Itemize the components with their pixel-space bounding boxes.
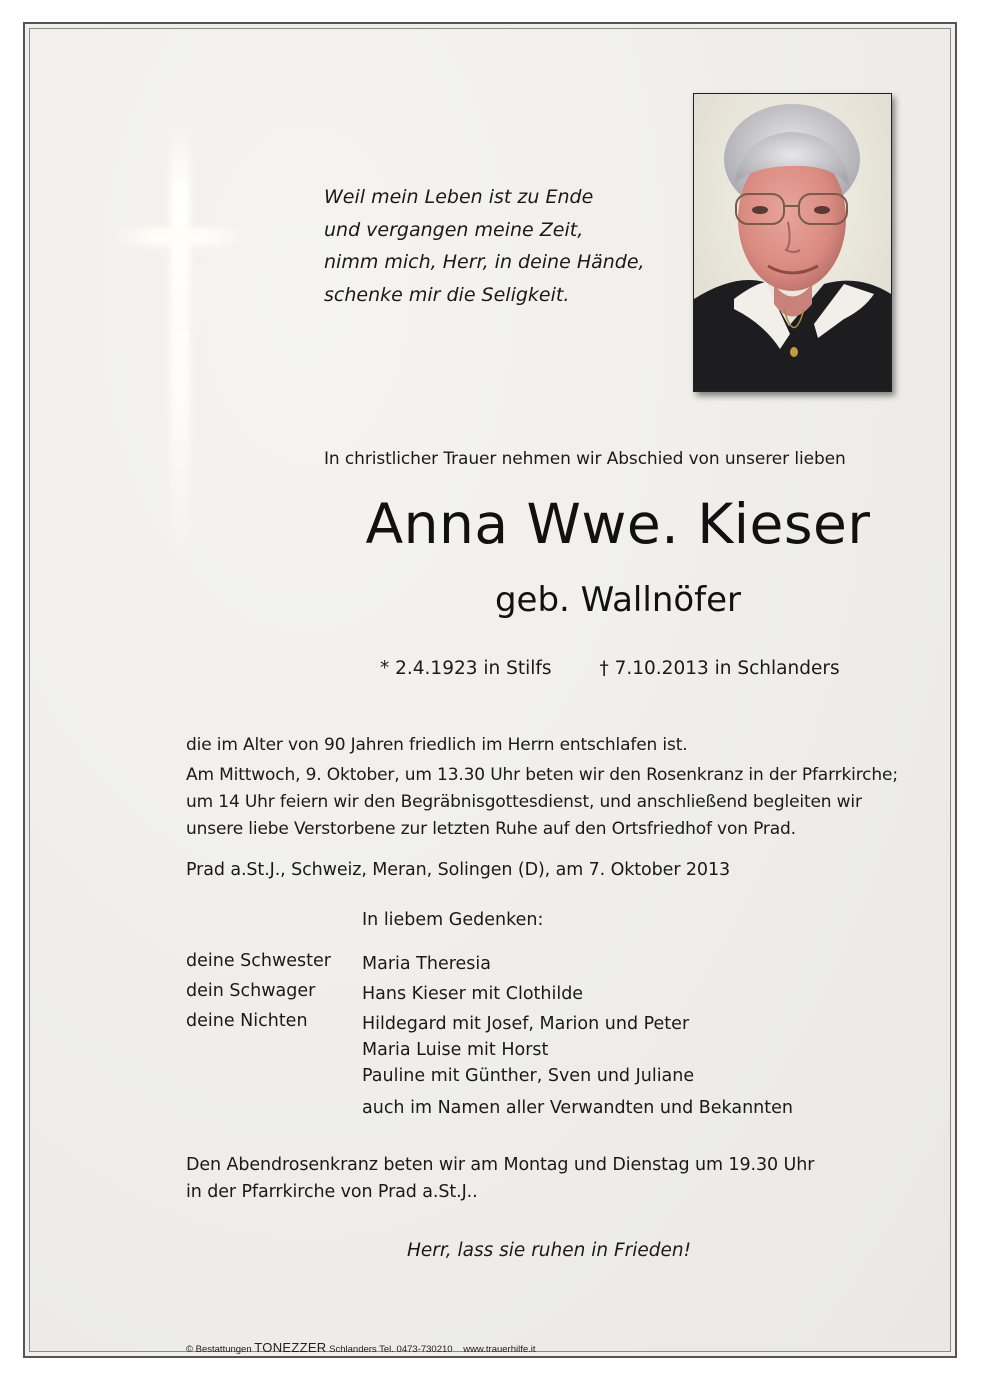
verse: [324, 181, 664, 311]
mourner-names: [362, 951, 491, 977]
mourner-relation: dein Schwager: [186, 981, 316, 1001]
evening-line: in der Pfarrkirche von Prad a.St.J..: [186, 1182, 478, 1202]
verse-line: schenke mir die Seligkeit.: [324, 283, 570, 306]
footer: [186, 1340, 536, 1355]
mourner-name: Hildegard mit Josef, Marion und Peter: [362, 1014, 690, 1034]
footer-website: www.trauerhilfe.it: [463, 1344, 536, 1355]
mourner-relation: deine Schwester: [186, 951, 331, 971]
portrait-image: [694, 94, 891, 391]
footer-location-phone: Schlanders Tel. 0473-730210: [329, 1344, 453, 1355]
mourner-names: [362, 981, 583, 1007]
memory-heading: In liebem Gedenken:: [362, 910, 544, 930]
death-date: † 7.10.2013 in Schlanders: [599, 658, 840, 679]
verse-line: nimm mich, Herr, in deine Hände,: [324, 251, 645, 273]
mourner-row: [186, 951, 886, 977]
verse-line: Weil mein Leben ist zu Ende: [324, 186, 594, 208]
verse-line: und vergangen meine Zeit,: [324, 218, 584, 241]
footer-brand: TONEZZER: [254, 1340, 327, 1355]
mourner-name: Pauline mit Günther, Sven und Juliane: [362, 1066, 695, 1086]
mourner-row: [186, 981, 886, 1007]
evening-rosary: [186, 1152, 886, 1206]
age-line: die im Alter von 90 Jahren friedlich im Herrn entschlafen ist.: [186, 735, 688, 755]
life-dates: [380, 658, 900, 679]
mourner-names: [362, 1011, 694, 1089]
footer-prefix: © Bestattungen: [186, 1344, 252, 1355]
relatives-line: auch im Namen aller Verwandten und Bekannten: [362, 1098, 793, 1118]
announcement-body: [186, 732, 916, 843]
cross-icon: [112, 120, 248, 570]
cross-horizontal-beam: [112, 228, 248, 246]
mourner-name: Hans Kieser mit Clothilde: [362, 984, 584, 1004]
mourners-list: [186, 951, 886, 1089]
mourner-name: Maria Theresia: [362, 954, 491, 974]
cross-vertical-beam: [170, 120, 190, 570]
birth-date: * 2.4.1923 in Stilfs: [380, 658, 552, 679]
closing-prayer: Herr, lass sie ruhen in Frieden!: [406, 1240, 692, 1261]
mourner-relation: deine Nichten: [186, 1011, 308, 1031]
evening-line: Den Abendrosenkranz beten wir am Montag und Dienstag um 19.30 Uhr: [186, 1155, 815, 1175]
funeral-details: Am Mittwoch, 9. Oktober, um 13.30 Uhr beten wir den Rosenkranz in der Pfarrkirche; um 14 Uhr feiern wir den Begräbnisgottesdienst, und anschließend begleiten wir unsere liebe Verstorbene zur letzten Ruhe auf den Ortsfriedhof von Prad.: [186, 765, 898, 839]
mourner-name: Maria Luise mit Horst: [362, 1040, 549, 1060]
intro-text: In christlicher Trauer nehmen wir Abschied von unserer lieben: [324, 449, 846, 469]
mourner-row: [186, 1011, 886, 1089]
place-date: Prad a.St.J., Schweiz, Meran, Solingen (D), am 7. Oktober 2013: [186, 860, 731, 880]
portrait-photo: [693, 93, 892, 392]
maiden-name: geb. Wallnöfer: [494, 580, 742, 620]
deceased-name: Anna Wwe. Kieser: [365, 492, 871, 556]
